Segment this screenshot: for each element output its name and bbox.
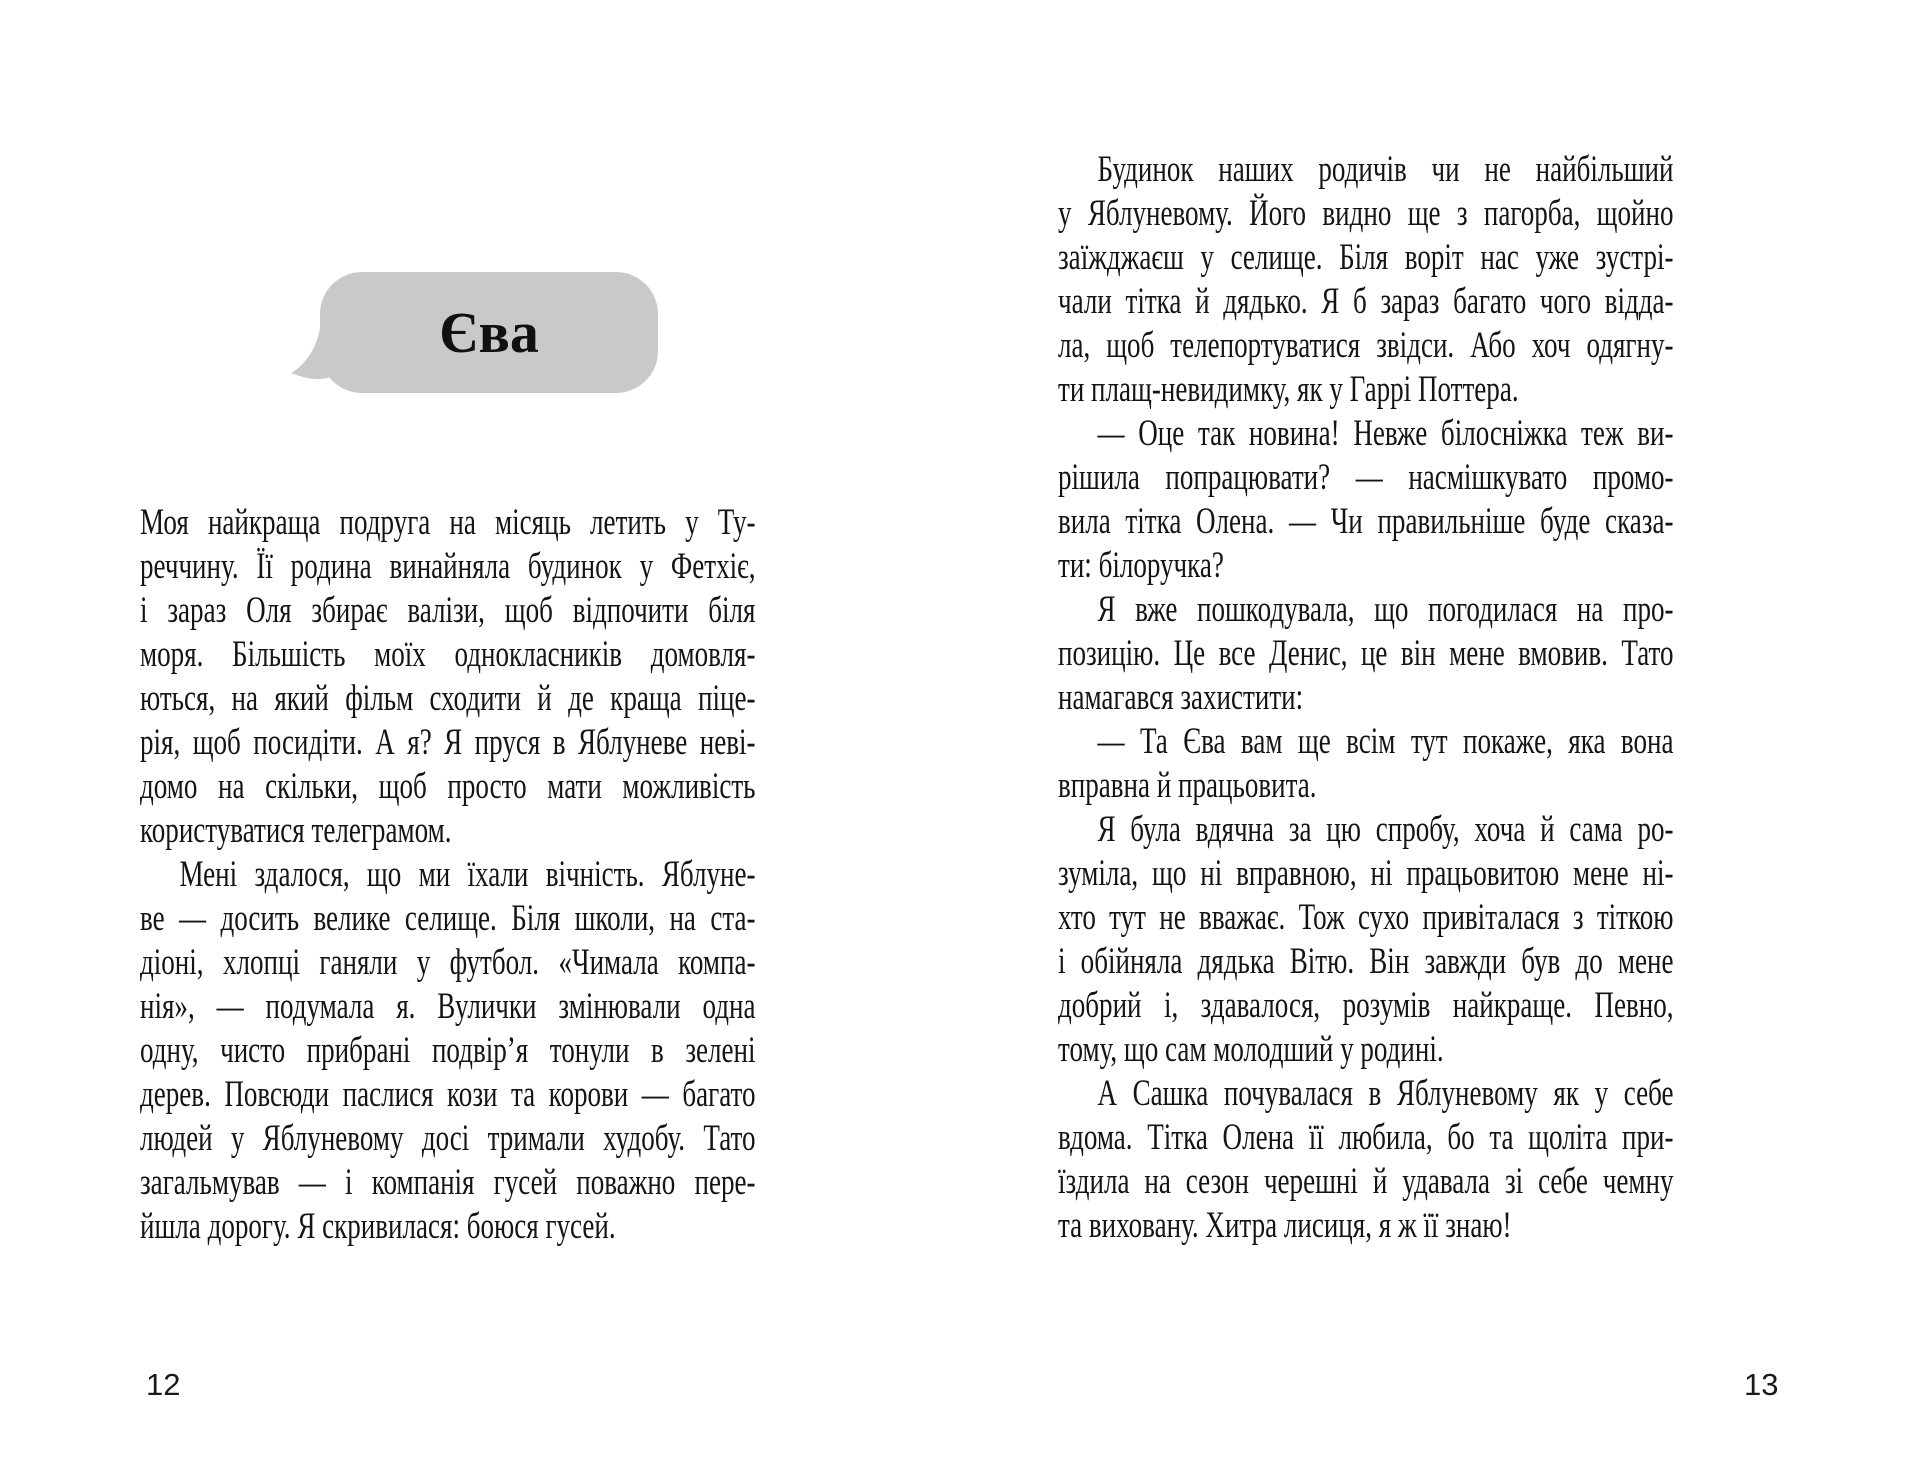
text-line: користуватися телеграмом. <box>140 810 452 851</box>
text-line: Будинок наших родичів чи не найбільший <box>1097 149 1674 190</box>
text-line: — Оце так новина! Невже білосніжка теж ви- <box>1097 413 1674 454</box>
page-number: 13 <box>1744 1367 1779 1402</box>
text-line: нія», — подумала я. Вулички змінювали одна <box>140 986 756 1027</box>
paragraph <box>1058 1072 1900 1248</box>
text-line: загальмував — і компанія гусей поважно пере- <box>140 1162 756 1203</box>
text-line: діоні, хлопці ганяли у футбол. «Чимала компа- <box>140 942 756 983</box>
paragraph <box>1058 588 1900 720</box>
text-line: їздила на сезон черешні й удавала зі себе чемну <box>1058 1161 1674 1202</box>
text-line: моря. Більшість моїх однокласників домовля- <box>140 634 756 675</box>
text-line: ла, щоб телепортуватися звідси. Або хоч одягну- <box>1058 325 1674 366</box>
text-line: рішила попрацювати? — насмішкувато промо- <box>1058 457 1674 498</box>
chapter-title: Єва <box>439 300 539 365</box>
text-line: реччину. Її родина винайняла будинок у Фетхіє, <box>140 546 756 587</box>
text-line: людей у Яблуневому досі тримали худобу. Тато <box>140 1118 756 1159</box>
text-line: добрий і, здавалося, розумів найкраще. Певно, <box>1058 985 1674 1026</box>
text-line: ти: білоручка? <box>1058 545 1224 586</box>
text-line: ти плащ-невидимку, як у Гаррі Поттера. <box>1058 369 1519 410</box>
paragraph <box>140 501 982 853</box>
text-line: — Та Єва вам ще всім тут покаже, яка вона <box>1097 721 1674 762</box>
text-line: А Сашка почувалася в Яблуневому як у себе <box>1097 1073 1674 1114</box>
paragraph <box>1058 148 1900 412</box>
text-line: намагався захистити: <box>1058 677 1304 718</box>
text-line: Я вже пошкодувала, що погодилася на про- <box>1097 589 1674 630</box>
right-page-text <box>1058 148 1900 1248</box>
text-line: та виховану. Хитра лисиця, я ж її знаю! <box>1058 1205 1512 1246</box>
text-line: вила тітка Олена. — Чи правильніше буде сказа- <box>1058 501 1674 542</box>
text-line: позицію. Це все Денис, це він мене вмовив. Тато <box>1058 633 1674 674</box>
text-line: Я була вдячна за цю спробу, хоча й сама ро- <box>1097 809 1674 850</box>
paragraph <box>140 853 982 1249</box>
paragraph <box>1058 720 1900 808</box>
text-line: одну, чисто прибрані подвір’я тонули в зелені <box>140 1030 756 1071</box>
paragraph <box>1058 808 1900 1072</box>
text-line: домо на скільки, щоб просто мати можливість <box>140 766 756 807</box>
speech-bubble-tail-icon <box>291 328 333 381</box>
text-line: ве — досить велике селище. Біля школи, на ста- <box>140 898 756 939</box>
page-number: 12 <box>146 1367 181 1402</box>
text-line: Моя найкраща подруга на місяць летить у Ту- <box>140 502 756 543</box>
text-line: ються, на який фільм сходити й де краща піце- <box>140 678 756 719</box>
paragraph <box>1058 412 1900 588</box>
text-line: хто тут не вважає. Тож сухо привіталася з тіткою <box>1058 897 1674 938</box>
text-line: вправна й працьовита. <box>1058 765 1317 806</box>
text-line: і зараз Оля збирає валізи, щоб відпочити біля <box>140 590 756 631</box>
text-line: заїжджаєш у селище. Біля воріт нас уже зустрі- <box>1058 237 1674 278</box>
text-line: зуміла, що ні вправною, ні працьовитою мене ні- <box>1058 853 1674 894</box>
text-line: вдома. Тітка Олена її любила, бо та щоліта при- <box>1058 1117 1674 1158</box>
text-line: Мені здалося, що ми їхали вічність. Яблуне- <box>179 854 756 895</box>
chapter-title-bubble <box>320 272 658 393</box>
text-line: і обійняла дядька Вітю. Він завжди був до мене <box>1058 941 1674 982</box>
left-page-text <box>140 501 982 1249</box>
text-line: йшла дорогу. Я скривилася: боюся гусей. <box>140 1206 616 1247</box>
text-line: дерев. Повсюди паслися кози та корови — багато <box>140 1074 756 1115</box>
text-line: у Яблуневому. Його видно ще з пагорба, щойно <box>1058 193 1674 234</box>
text-line: рія, щоб посидіти. А я? Я пруся в Яблуневе неві- <box>140 722 756 763</box>
text-line: тому, що сам молодший у родині. <box>1058 1029 1444 1070</box>
text-line: чали тітка й дядько. Я б зараз багато чого відда- <box>1058 281 1674 322</box>
